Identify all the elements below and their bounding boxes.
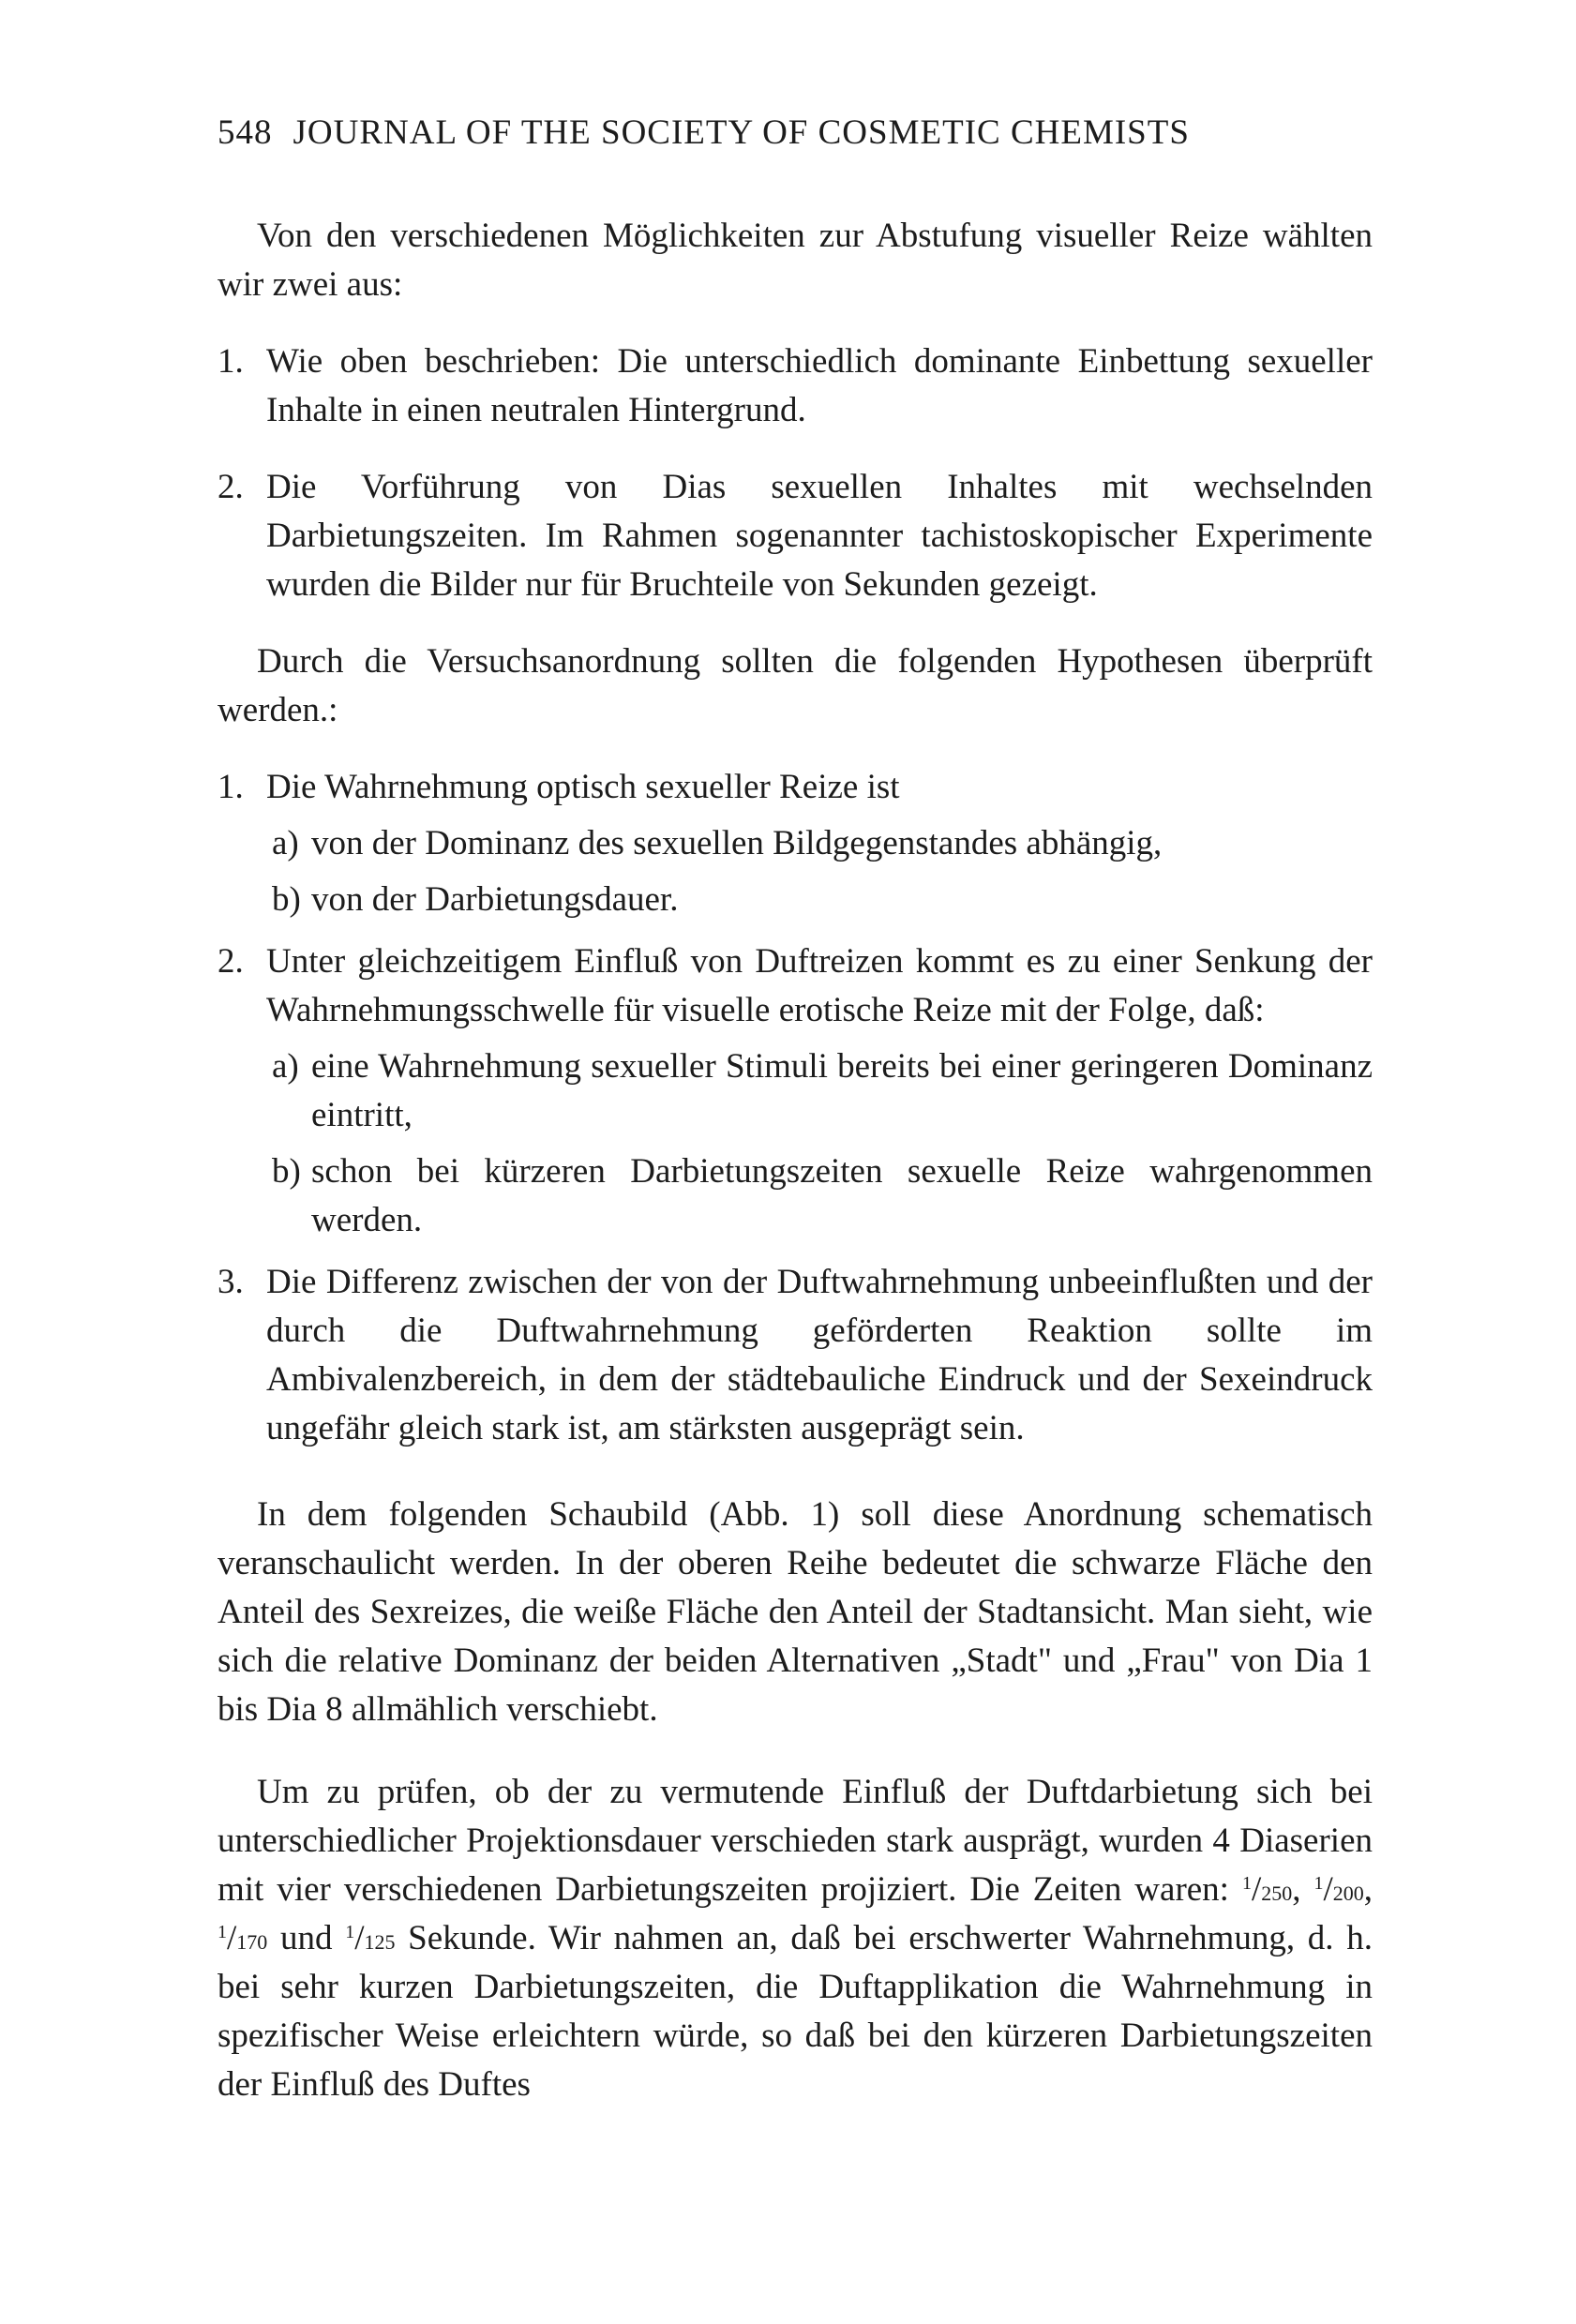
item-number: 3.: [218, 1263, 244, 1301]
fraction-denominator: 170: [236, 1930, 268, 1954]
sub-item-label: b): [272, 1152, 301, 1191]
final-paragraph: Um zu prüfen, ob der zu vermutende Einfluß der Duftdarbietung sich bei unterschiedlicher Projektionsdauer verschieden stark ausprägt, wurden 4 Diaserien mit vier verschiedenen Darbietungszeiten projiziert. Die Zeiten waren: $^1$/250, $^1$/200, $^1$/170 und $^1$/125 Sekunde. Wir nahmen an, daß bei erschwerter Wahrnehmung, d. h. bei sehr kurzen Darbietungszeiten, die Duftapplikation die Wahrnehmung in spezifischer Weise erleichtern würde, so daß bei den kürzeren Darbietungszeiten der Einfluß des Duftes: [218, 1773, 1373, 2104]
hypotheses-list: [218, 763, 1373, 1453]
fraction-numerator: 1: [218, 1922, 227, 1942]
sub-item: [218, 1042, 1373, 1140]
fraction-numerator: 1: [1241, 1873, 1252, 1894]
fraction: $^1$/200: [1313, 1870, 1364, 1909]
method-item: [218, 463, 1373, 609]
sub-item-label: b): [272, 880, 301, 919]
hypothesis-item: [218, 937, 1373, 1035]
fraction-denominator: 200: [1332, 1882, 1364, 1905]
method-item: [218, 337, 1373, 435]
running-header: [218, 109, 1190, 157]
sub-item-label: a): [272, 1047, 299, 1086]
sub-item-text: schon bei kürzeren Darbietungszeiten sexuelle Reize wahrgenommen werden.: [311, 1152, 1373, 1239]
and-word: und: [279, 1919, 333, 1957]
sub-item-label: a): [272, 824, 299, 862]
hypotheses-intro: Durch die Versuchsanordnung sollten die folgenden Hypothesen überprüft werden.:: [218, 642, 1373, 729]
journal-title: JOURNAL OF THE SOCIETY OF COSMETIC CHEMISTS: [293, 113, 1190, 152]
item-number: 2.: [218, 942, 244, 981]
intro-paragraph: Von den verschiedenen Möglichkeiten zur Abstufung visueller Reize wählten wir zwei aus:: [218, 217, 1373, 304]
sub-item: [218, 1147, 1373, 1245]
sub-item: [218, 876, 1373, 924]
item-number: 1.: [218, 768, 244, 806]
item-text: Die Wahrnehmung optisch sexueller Reize ist: [266, 768, 900, 806]
sub-item: [218, 819, 1373, 868]
schaubild-paragraph: In dem folgenden Schaubild (Abb. 1) soll diese Anordnung schematisch veranschaulicht werden. In der oberen Reihe bedeutet die schwarze Fläche den Anteil des Sexreizes, die weiße Fläche den Anteil der Stadtansicht. Man sieht, wie sich die relative Dominanz der beiden Alternativen „Stadt" und „Frau" von Dia 1 bis Dia 8 allmählich verschiebt.: [218, 1495, 1373, 1729]
hypothesis-item: [218, 1258, 1373, 1453]
sub-item-text: eine Wahrnehmung sexueller Stimuli bereits bei einer geringeren Dominanz eintritt,: [311, 1047, 1373, 1134]
final-paragraph-text-cont: Sekunde. Wir nahmen an, daß bei erschwerter Wahrnehmung, d. h. bei sehr kurzen Darbietungszeiten, die Duftapplikation die Wahrnehmung in spezifischer Weise erleichtern würde, so daß bei den kürzeren Darbietungszeiten der Einfluß des Duftes: [218, 1919, 1373, 2104]
fraction: $^1$/170: [218, 1919, 268, 1957]
item-number: 2.: [218, 468, 244, 506]
item-text: Unter gleichzeitigem Einfluß von Duftreizen kommt es zu einer Senkung der Wahrnehmungsschwelle für visuelle erotische Reize mit der Folge, daß:: [266, 942, 1373, 1029]
fraction-denominator: 250: [1261, 1882, 1293, 1905]
sub-item-text: von der Darbietungsdauer.: [311, 880, 679, 919]
item-text: Wie oben beschrieben: Die unterschiedlich dominante Einbettung sexueller Inhalte in einen neutralen Hintergrund.: [266, 342, 1373, 429]
item-number: 1.: [218, 342, 244, 381]
final-paragraph-text: Um zu prüfen, ob der zu vermutende Einfluß der Duftdarbietung sich bei unterschiedlicher Projektionsdauer verschieden stark ausprägt, wurden 4 Diaserien mit vier verschiedenen Darbietungszeiten projiziert. Die Zeiten waren:: [218, 1773, 1373, 1909]
fraction: $^1$/250: [1241, 1870, 1293, 1909]
item-text: Die Differenz zwischen der von der Duftwahrnehmung unbeeinflußten und der durch die Duftwahrnehmung geförderten Reaktion sollte im Ambivalenzbereich, in dem der städtebauliche Eindruck und der Sexeindruck ungefähr gleich stark ist, am stärksten ausgeprägt sein.: [266, 1263, 1373, 1447]
page-number: 548: [218, 113, 273, 152]
hypothesis-item: [218, 763, 1373, 812]
article-body: [218, 212, 1373, 2109]
item-text: Die Vorführung von Dias sexuellen Inhaltes mit wechselnden Darbietungszeiten. Im Rahmen sogenannter tachistoskopischer Experimente wurden die Bilder nur für Bruchteile von Sekunden gezeigt.: [266, 468, 1373, 604]
fraction-denominator: 125: [364, 1930, 396, 1954]
fraction-numerator: 1: [1313, 1873, 1324, 1894]
fraction: $^1$/125: [345, 1919, 396, 1957]
fraction-numerator: 1: [345, 1922, 355, 1942]
methods-list: [218, 337, 1373, 609]
sub-item-text: von der Dominanz des sexuellen Bildgegenstandes abhängig,: [311, 824, 1163, 862]
